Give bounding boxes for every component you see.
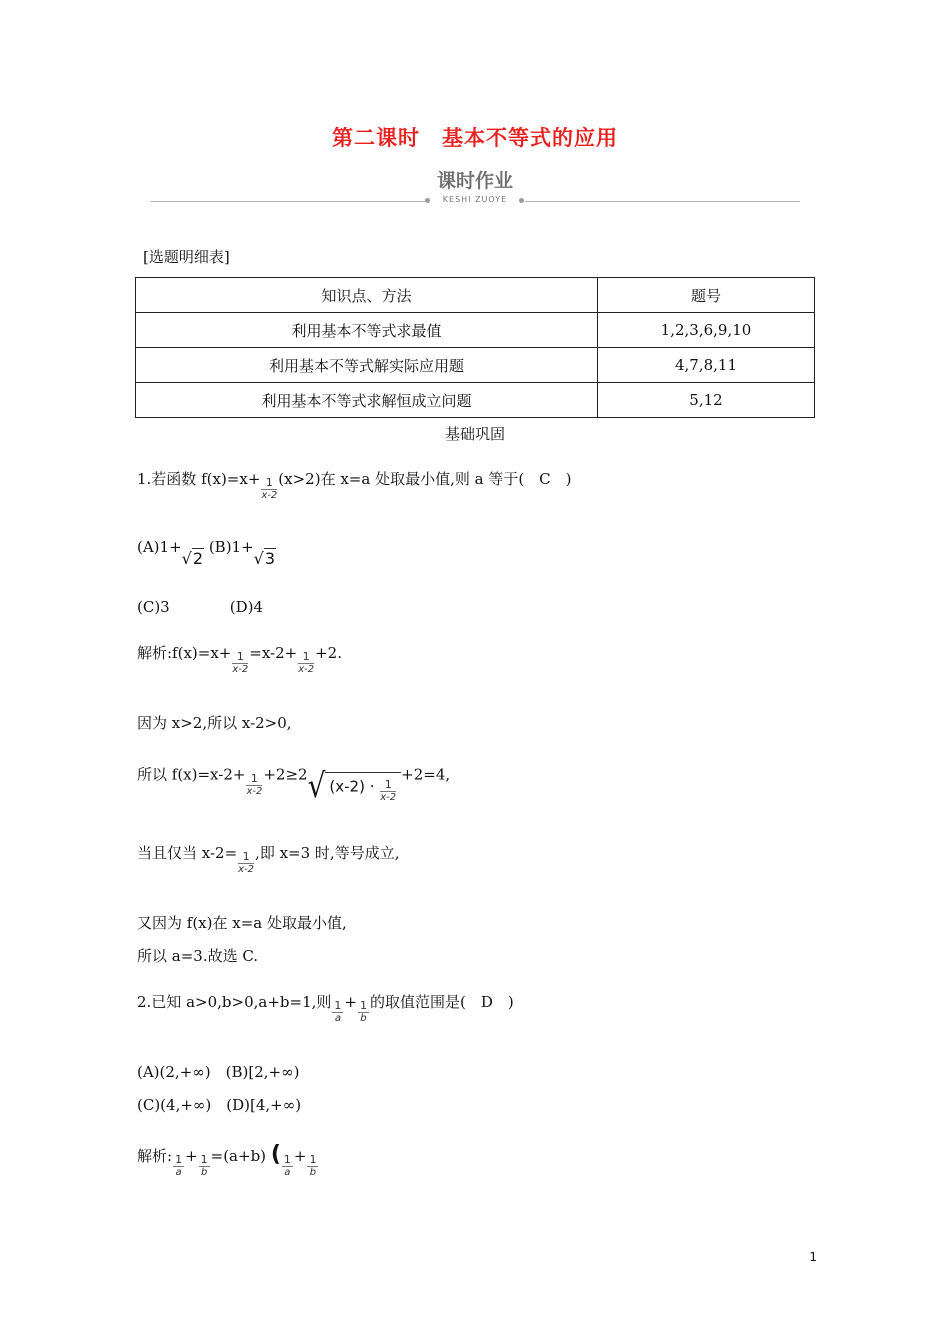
q2-stem-text: 的取值范围是( D ) xyxy=(369,993,514,1011)
radicand: 2 xyxy=(192,548,204,568)
fraction xyxy=(199,1154,210,1178)
table-cell: 5,12 xyxy=(598,383,815,418)
q1-solution-line2: 因为 x>2,所以 x-2>0, xyxy=(137,714,292,732)
fraction-numerator: 1 xyxy=(246,773,262,786)
fraction xyxy=(307,1154,318,1178)
open-parenthesis: ( xyxy=(270,1142,281,1167)
table-cell: 1,2,3,6,9,10 xyxy=(598,313,815,348)
fraction-numerator: 1 xyxy=(238,851,254,864)
fraction-numerator: 1 xyxy=(232,651,248,664)
q2-stem xyxy=(137,991,514,1024)
fraction xyxy=(238,851,254,875)
page-subtitle-en: KESHI ZUOYE xyxy=(442,195,508,204)
fraction-numerator: 1 xyxy=(283,1153,291,1166)
fraction xyxy=(246,773,262,797)
plus-sign: + xyxy=(344,993,357,1011)
solution-text: ,即 x=3 时,等号成立, xyxy=(255,844,400,862)
fraction-numerator: 1 xyxy=(309,1153,317,1166)
solution-text: +2≥2 xyxy=(263,765,308,784)
q2-stem-text: 2.已知 a>0,b>0,a+b=1,则 xyxy=(137,993,332,1011)
plus-sign: + xyxy=(293,1147,307,1165)
fraction-denominator: b xyxy=(200,1167,208,1178)
q1-solution-line6: 所以 a=3.故选 C. xyxy=(137,947,259,965)
fraction xyxy=(173,1154,184,1178)
table-cell: 利用基本不等式解实际应用题 xyxy=(136,348,598,383)
q1-stem-text: 1.若函数 f(x)=x+ xyxy=(137,470,261,488)
q1-solution-line4 xyxy=(137,842,400,875)
q1-solution-line1 xyxy=(137,642,342,675)
table-row xyxy=(136,383,815,418)
q1-options-ab xyxy=(137,538,276,568)
fraction-denominator: x-2 xyxy=(246,785,263,797)
q1-solution-line5: 又因为 f(x)在 x=a 处取最小值, xyxy=(137,914,347,932)
table-header-cell: 知识点、方法 xyxy=(136,278,598,313)
topic-table xyxy=(135,277,815,418)
fraction xyxy=(332,1000,343,1024)
option-a: (A)1+ xyxy=(137,538,182,556)
table-cell: 4,7,8,11 xyxy=(598,348,815,383)
solution-text: 解析: xyxy=(137,1147,173,1165)
table-header-cell: 题号 xyxy=(598,278,815,313)
section-heading: 基础巩固 xyxy=(444,425,505,443)
q2-options-ab: (A)(2,+∞) (B)[2,+∞) xyxy=(137,1063,300,1081)
solution-text: =(a+b) xyxy=(210,1147,267,1165)
q2-options-cd: (C)(4,+∞) (D)[4,+∞) xyxy=(137,1096,302,1114)
solution-text: 当且仅当 x-2= xyxy=(137,844,238,862)
fraction xyxy=(232,651,248,675)
sqrt-expression xyxy=(307,765,402,806)
fraction-denominator: x-2 xyxy=(238,864,255,875)
solution-text: 解析:f(x)=x+ xyxy=(137,644,232,662)
fraction-denominator: x-2 xyxy=(380,792,397,803)
q2-solution-line1 xyxy=(137,1142,319,1178)
solution-text: +2. xyxy=(315,644,342,662)
table-row xyxy=(136,313,815,348)
fraction xyxy=(358,1000,369,1024)
table-row xyxy=(136,348,815,383)
solution-text: +2=4, xyxy=(401,765,451,784)
fraction-numerator: 1 xyxy=(261,477,277,490)
solution-text: 所以 f(x)=x-2+ xyxy=(137,765,246,784)
fraction-denominator: b xyxy=(309,1167,317,1178)
fraction xyxy=(298,651,314,675)
fraction-denominator: a xyxy=(175,1167,182,1178)
radicand: 3 xyxy=(264,548,276,568)
q1-stem xyxy=(137,468,572,501)
q1-fraction xyxy=(261,477,277,501)
plus-sign: + xyxy=(185,1147,198,1165)
sqrt-2: √2 xyxy=(181,548,204,568)
q1-options-cd: (C)3 (D)4 xyxy=(137,598,263,616)
fraction-numerator: 1 xyxy=(200,1153,208,1166)
page-title: 第二课时 基本不等式的应用 xyxy=(332,126,618,150)
fraction-numerator: 1 xyxy=(359,999,367,1012)
page-number: 1 xyxy=(809,1250,817,1264)
fraction-denominator: a xyxy=(334,1013,341,1024)
sqrt-3: √3 xyxy=(253,548,276,568)
fraction-denominator: x-2 xyxy=(298,664,315,675)
fraction xyxy=(380,779,396,803)
fraction-numerator: 1 xyxy=(175,1153,183,1166)
fraction-numerator: 1 xyxy=(380,779,396,792)
header-rule-dot-right xyxy=(519,198,524,203)
fraction-denominator: x-2 xyxy=(232,664,249,675)
fraction-denominator: a xyxy=(284,1167,291,1178)
q1-stem-text: (x>2)在 x=a 处取最小值,则 a 等于( C ) xyxy=(278,470,572,488)
fraction-denominator: b xyxy=(360,1013,367,1024)
table-header-row xyxy=(136,278,815,313)
option-b: (B)1+ xyxy=(208,538,254,556)
fraction xyxy=(282,1154,293,1178)
page-subtitle: 课时作业 xyxy=(436,170,513,192)
fraction-numerator: 1 xyxy=(298,651,314,664)
header-rule-right xyxy=(525,201,800,202)
fraction-numerator: 1 xyxy=(334,999,342,1012)
fraction-denominator: x-2 xyxy=(261,490,278,501)
table-caption: [选题明细表] xyxy=(143,248,230,266)
radicand xyxy=(325,772,401,803)
radical-sign: √ xyxy=(307,765,326,806)
radicand-text: (x-2) · xyxy=(329,777,375,796)
table-cell: 利用基本不等式求最值 xyxy=(136,313,598,348)
solution-text: =x-2+ xyxy=(249,644,298,662)
table-cell: 利用基本不等式求解恒成立问题 xyxy=(136,383,598,418)
q1-solution-line3 xyxy=(137,759,451,806)
